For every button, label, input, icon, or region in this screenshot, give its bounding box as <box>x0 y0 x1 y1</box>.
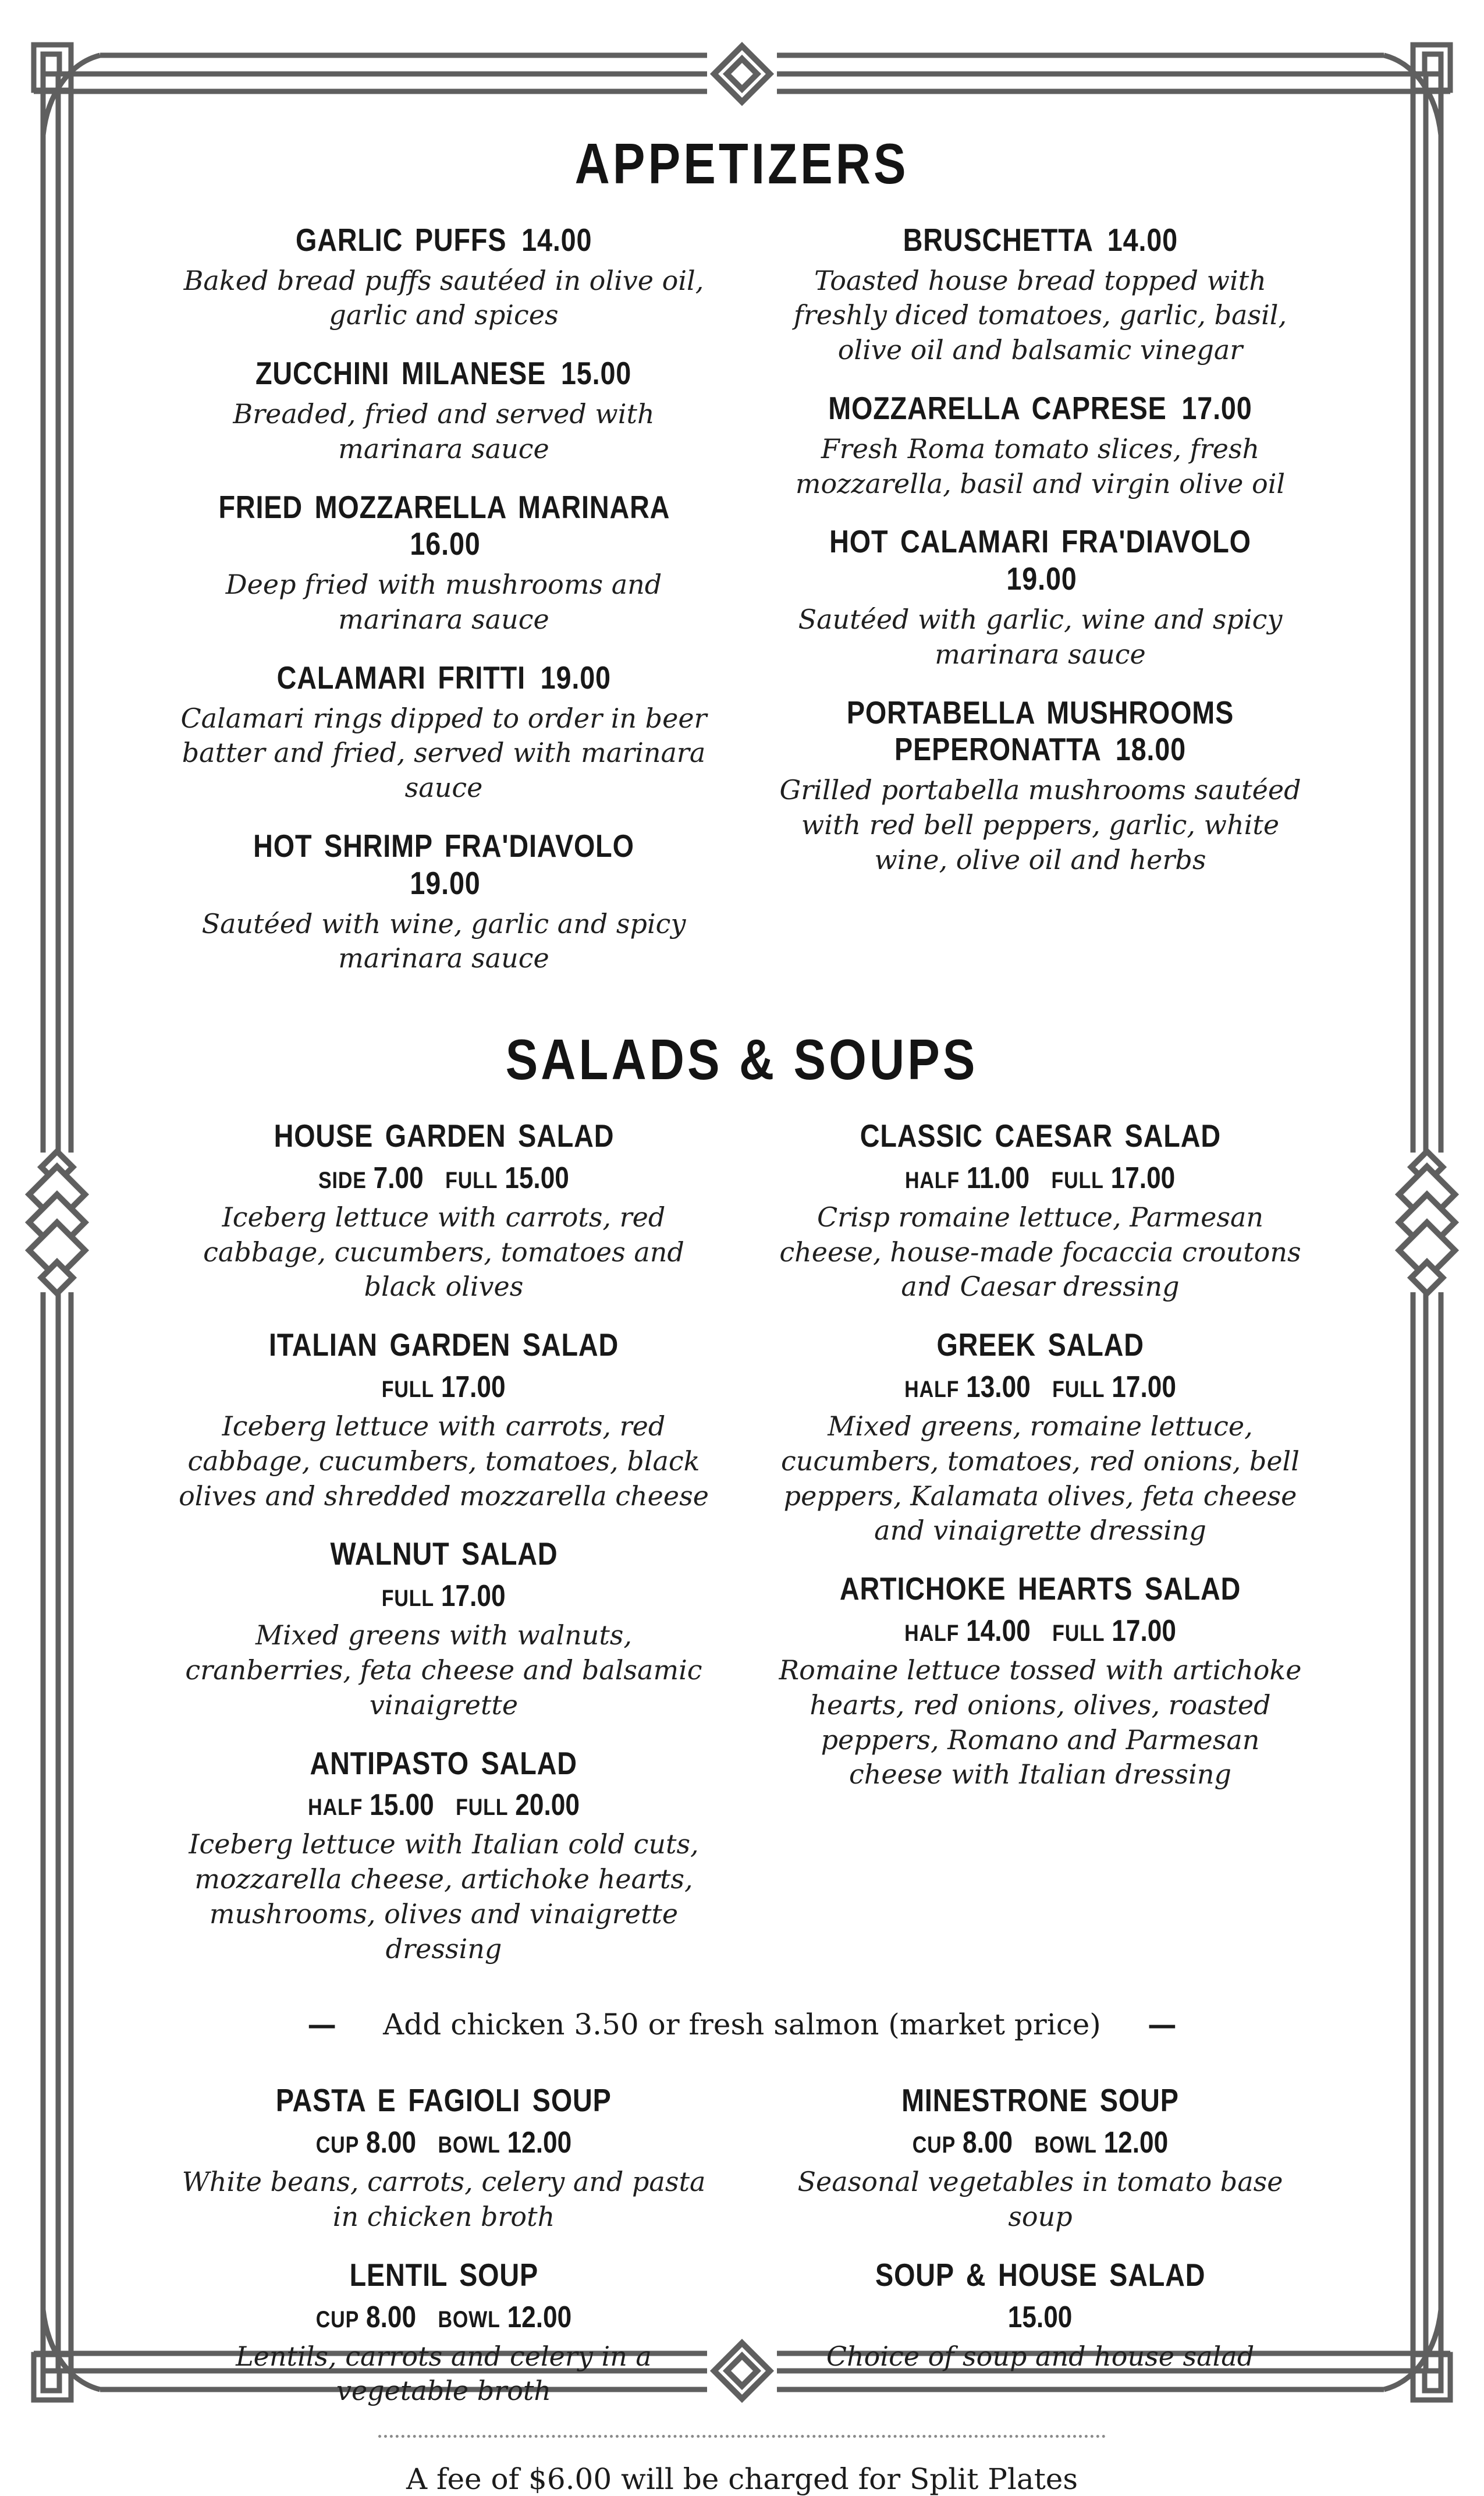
price-label: CUP <box>315 2306 360 2332</box>
item-description: Sautéed with garlic, wine and spicy marinara sauce <box>798 603 1283 670</box>
appetizers-title-text: APPETIZERS <box>574 132 910 196</box>
item-description: Fresh Roma tomato slices, fresh mozzarella, basil and virgin olive oil <box>795 432 1286 499</box>
price-label: FULL <box>445 1167 498 1193</box>
menu-item-minestrone-soup <box>771 2082 1309 2234</box>
item-prices <box>826 2300 1254 2335</box>
item-prices <box>771 1161 1309 1196</box>
item-name: WALNUT SALAD <box>330 1536 558 1572</box>
section-title-appetizers <box>175 133 1309 196</box>
price-label: BOWL <box>1034 2132 1097 2158</box>
menu-item-antipasto-salad <box>175 1745 713 1967</box>
menu-item-portabella-mushrooms <box>771 694 1309 878</box>
menu-item-pasta-e-fagioli-soup <box>175 2082 713 2234</box>
price-value: 17.00 <box>441 1370 506 1404</box>
menu-item-soup-and-house-salad <box>826 2257 1254 2374</box>
menu-item-hot-shrimp-fradiavolo <box>175 828 713 976</box>
item-name: SOUP & HOUSE SALAD <box>875 2256 1206 2293</box>
menu-content <box>175 133 1309 2496</box>
item-name: PORTABELLA MUSHROOMS PEPERONATTA <box>846 694 1234 768</box>
price-label: CUP <box>912 2132 956 2158</box>
soups-left-column <box>175 2082 713 2409</box>
diamond-ornament-top <box>714 46 770 102</box>
item-price: 19.00 <box>410 864 481 901</box>
item-prices <box>175 1370 713 1405</box>
price-value: 15.00 <box>370 1788 434 1823</box>
item-description: Breaded, fried and served with marinara sauce <box>233 398 655 465</box>
price-value: 15.00 <box>1008 2300 1073 2334</box>
item-name: HOT CALAMARI FRA'DIAVOLO <box>829 523 1251 560</box>
salads-grid <box>175 1118 1309 1967</box>
menu-item-bruschetta <box>771 222 1309 368</box>
price-label: SIDE <box>318 1167 367 1193</box>
appetizers-grid <box>175 222 1309 976</box>
item-name: ARTICHOKE HEARTS SALAD <box>839 1570 1241 1607</box>
item-price: 19.00 <box>1006 561 1077 597</box>
item-name: LENTIL SOUP <box>349 2256 538 2293</box>
item-prices <box>175 1161 713 1196</box>
item-name: ANTIPASTO SALAD <box>310 1745 578 1781</box>
item-prices <box>175 2125 713 2160</box>
item-name: BRUSCHETTA <box>903 221 1092 258</box>
price-label: FULL <box>382 1376 435 1402</box>
price-label: FULL <box>1051 1167 1105 1193</box>
price-value: 17.00 <box>1111 1161 1176 1195</box>
item-description: Lentils, carrots and celery in a vegetable broth <box>236 2340 652 2407</box>
split-plate-note: A fee of $6.00 will be charged for Split Plates <box>406 2462 1078 2496</box>
price-value: 17.00 <box>1112 1614 1176 1648</box>
item-prices <box>771 2125 1309 2160</box>
item-description: Iceberg lettuce with Italian cold cuts, mozzarella cheese, artichoke hearts, mushrooms, olives and vinaigrette dressing <box>189 1828 699 1965</box>
item-name: MINESTRONE SOUP <box>901 2082 1179 2119</box>
item-description: Crisp romaine lettuce, Parmesan cheese, house-made focaccia croutons and Caesar dressing <box>779 1201 1301 1303</box>
price-label: HALF <box>904 1376 960 1402</box>
item-price: 15.00 <box>561 355 632 392</box>
price-value: 8.00 <box>366 2300 417 2334</box>
price-label: FULL <box>456 1795 509 1821</box>
soups-right-column <box>771 2082 1309 2409</box>
menu-item-garlic-puffs <box>175 222 713 333</box>
price-label: BOWL <box>438 2132 500 2158</box>
diamond-ornament-left <box>29 1151 85 1293</box>
price-value: 12.00 <box>1103 2126 1169 2160</box>
menu-item-house-garden-salad <box>175 1118 713 1304</box>
item-price: 14.00 <box>1107 221 1178 258</box>
item-price: 17.00 <box>1181 389 1252 426</box>
price-label: CUP <box>315 2132 360 2158</box>
price-value: 8.00 <box>963 2126 1013 2160</box>
item-description: Baked bread puffs sautéed in olive oil, garlic and spices <box>183 264 704 331</box>
price-value: 11.00 <box>967 1161 1030 1195</box>
item-description: Grilled portabella mushrooms sautéed with red bell peppers, garlic, white wine, olive oil and herbs <box>779 774 1301 875</box>
item-name: CLASSIC CAESAR SALAD <box>860 1117 1221 1154</box>
item-description: Deep fried with mushrooms and marinara sauce <box>225 569 662 635</box>
item-name: CALAMARI FRITTI <box>276 659 526 696</box>
dash-right: — <box>1147 2007 1177 2042</box>
salads-right-column <box>771 1118 1309 1967</box>
item-name: PASTA E FAGIOLI SOUP <box>276 2082 612 2119</box>
item-price: 19.00 <box>540 659 611 696</box>
item-description: Sautéed with wine, garlic and spicy marinara sauce <box>201 907 686 974</box>
item-name: HOUSE GARDEN SALAD <box>274 1117 614 1154</box>
menu-item-lentil-soup <box>175 2257 713 2409</box>
item-price: 18.00 <box>1115 731 1186 768</box>
price-value: 14.00 <box>966 1614 1031 1648</box>
price-value: 15.00 <box>505 1161 569 1195</box>
item-name: GARLIC PUFFS <box>295 221 507 258</box>
dash-left: — <box>307 2007 337 2042</box>
dotted-divider <box>378 2435 1106 2438</box>
addon-note: Add chicken 3.50 or fresh salmon (market price) <box>383 2007 1101 2041</box>
appetizers-left-column <box>175 222 713 976</box>
item-description: Calamari rings dipped to order in beer batter and fried, served with marinara sauce <box>180 702 707 804</box>
item-prices <box>175 1788 713 1823</box>
item-description: Iceberg lettuce with carrots, red cabbage, cucumbers, tomatoes and black olives <box>203 1201 684 1303</box>
price-label: HALF <box>904 1620 960 1646</box>
item-name: ITALIAN GARDEN SALAD <box>268 1327 619 1363</box>
price-value: 13.00 <box>966 1370 1031 1404</box>
addon-note-row <box>175 2007 1309 2041</box>
item-description: Choice of soup and house salad <box>826 2340 1255 2372</box>
price-label: HALF <box>308 1795 363 1821</box>
price-label: HALF <box>905 1167 960 1193</box>
menu-item-fried-mozzarella-marinara <box>175 489 713 637</box>
item-description: Iceberg lettuce with carrots, red cabbage, cucumbers, tomatoes, black olives and shredded mozzarella cheese <box>179 1410 709 1512</box>
item-description: White beans, carrots, celery and pasta in chicken broth <box>182 2166 706 2233</box>
item-description: Mixed greens, romaine lettuce, cucumbers, tomatoes, red onions, bell peppers, Kalamata olives, feta cheese and vinaigrette dressing <box>781 1410 1300 1547</box>
item-price: 16.00 <box>410 526 481 562</box>
salads-left-column <box>175 1118 713 1967</box>
item-name: ZUCCHINI MILANESE <box>255 355 546 392</box>
price-label: FULL <box>382 1586 435 1612</box>
menu-item-classic-caesar-salad <box>771 1118 1309 1304</box>
item-name: MOZZARELLA CAPRESE <box>828 389 1167 426</box>
item-prices <box>175 1579 713 1614</box>
price-value: 8.00 <box>366 2126 417 2160</box>
item-prices <box>771 1370 1309 1405</box>
price-value: 20.00 <box>515 1788 580 1823</box>
price-value: 17.00 <box>1112 1370 1176 1404</box>
item-description: Seasonal vegetables in tomato base soup <box>797 2166 1283 2233</box>
item-name: GREEK SALAD <box>936 1327 1144 1363</box>
menu-item-hot-calamari-fradiavolo <box>771 523 1309 672</box>
item-name: FRIED MOZZARELLA MARINARA <box>218 488 669 525</box>
menu-item-calamari-fritti <box>175 660 713 806</box>
menu-item-italian-garden-salad <box>175 1327 713 1513</box>
menu-item-mozzarella-caprese <box>771 390 1309 501</box>
price-label: FULL <box>1052 1376 1105 1402</box>
price-value: 12.00 <box>507 2126 572 2160</box>
item-prices <box>771 1614 1309 1648</box>
appetizers-right-column <box>771 222 1309 976</box>
menu-item-walnut-salad <box>175 1536 713 1722</box>
item-prices <box>175 2300 713 2335</box>
item-description: Mixed greens with walnuts, cranberries, feta cheese and balsamic vinaigrette <box>185 1619 702 1721</box>
price-label: FULL <box>1052 1620 1105 1646</box>
item-name: HOT SHRIMP FRA'DIAVOLO <box>253 827 634 864</box>
price-label: BOWL <box>438 2306 500 2332</box>
menu-item-artichoke-hearts-salad <box>771 1570 1309 1792</box>
menu-item-greek-salad <box>771 1327 1309 1548</box>
item-description: Toasted house bread topped with freshly diced tomatoes, garlic, basil, olive oil and balsamic vinegar <box>793 264 1287 366</box>
diamond-ornament-right <box>1399 1151 1455 1293</box>
footer <box>175 2435 1309 2496</box>
menu-item-zucchini-milanese <box>175 355 713 466</box>
item-description: Romaine lettuce tossed with artichoke hearts, red onions, olives, roasted peppers, Romano and Parmesan cheese with Italian dressing <box>779 1654 1302 1791</box>
soups-grid <box>175 2082 1309 2409</box>
price-value: 17.00 <box>441 1579 506 1614</box>
item-price: 14.00 <box>521 221 592 258</box>
price-value: 12.00 <box>507 2300 572 2334</box>
price-value: 7.00 <box>373 1161 424 1195</box>
section-title-salads-soups <box>175 1029 1309 1091</box>
salads-title-text: SALADS & SOUPS <box>506 1027 978 1092</box>
